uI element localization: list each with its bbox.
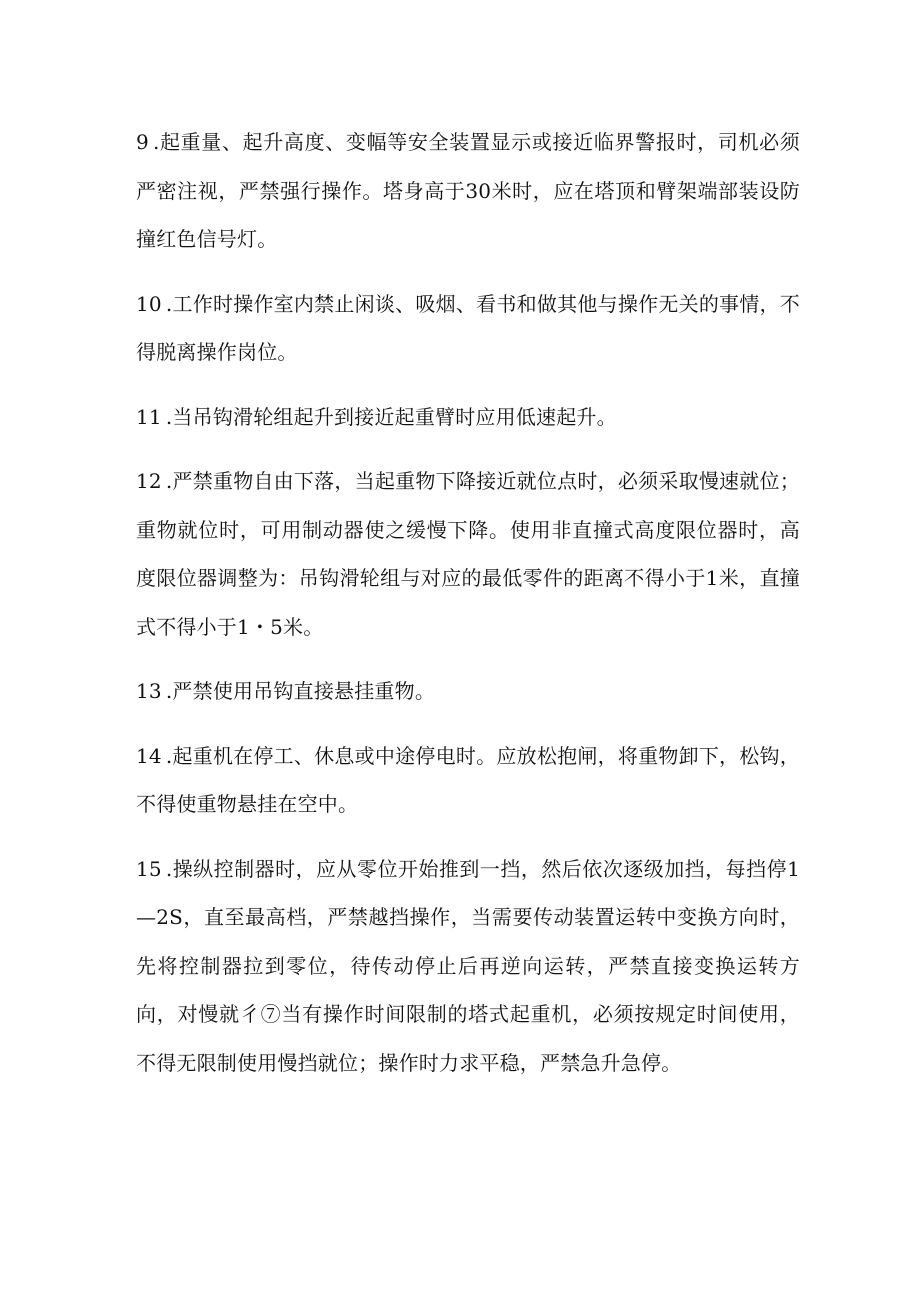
item-number: 13 (136, 679, 162, 703)
rule-item-12 (136, 457, 800, 651)
item-number: 9 (136, 130, 149, 154)
item-number: 14 (136, 743, 162, 768)
item-number: 12 (136, 469, 162, 493)
rule-item-9 (136, 118, 800, 264)
item-number: 11 (136, 404, 162, 429)
item-number: 10 (136, 291, 162, 316)
item-text: .严禁使用吊钩直接悬挂重物。 (165, 679, 436, 703)
item-text: .起重量、起升高度、变幅等安全装置显示或接近临界警报时，司机必须严密注视，严禁强行操作。塔身高于30米时，应在塔顶和臂架端部装设防撞红色信号灯。 (136, 130, 800, 251)
item-text: .工作时操作室内禁止闲谈、吸烟、看书和做其他与操作无关的事情，不得脱离操作岗位。 (136, 291, 800, 364)
rule-item-11 (136, 393, 800, 442)
item-text: .操纵控制器时，应从零位开始推到一挡，然后依次逐级加挡，每挡停1—2S，直至最高档，严禁越挡操作，当需要传动装置运转中变换方向时，先将控制器拉到零位，待传动停止后再逆向运转，严禁直接变换运转方向，对慢就彳⑦当有操作时间限制的塔式起重机，必须按规定时间使用，不得无限制使用慢挡就位；操作时力求平稳，严禁急升急停。 (136, 856, 800, 1075)
item-text: .起重机在停工、休息或中途停电时。应放松抱闸，将重物卸下，松钩，不得使重物悬挂在空中。 (136, 743, 800, 816)
item-text: .严禁重物自由下落，当起重物下降接近就位点时，必须采取慢速就位；重物就位时，可用制动器使之缓慢下降。使用非直撞式高度限位器时，高度限位器调整为：吊钩滑轮组与对应的最低零件的距离不得小于1米，直撞式不得小于1・5米。 (136, 469, 800, 639)
document-page (136, 118, 800, 1087)
rule-item-10 (136, 280, 800, 377)
item-text: .当吊钩滑轮组起升到接近起重臂时应用低速起升。 (165, 404, 617, 429)
rule-item-14 (136, 732, 800, 829)
rule-item-13 (136, 667, 800, 716)
item-number: 15 (136, 856, 162, 881)
rule-item-15 (136, 845, 800, 1088)
